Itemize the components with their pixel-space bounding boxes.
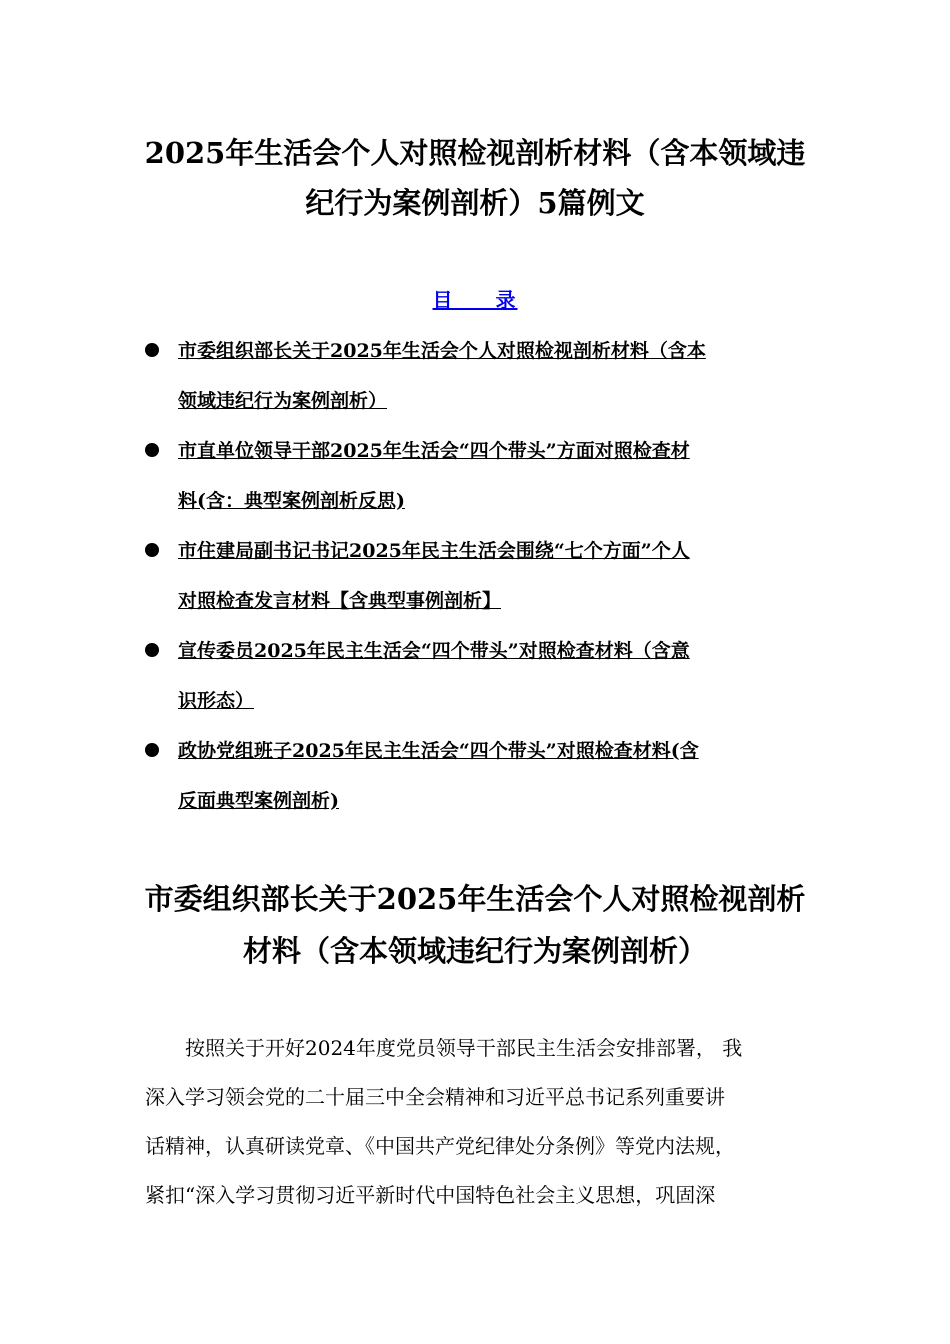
toc-link-line[interactable]: 市委组织部长关于2025年生活会个人对照检视剖析材料（含本	[178, 340, 706, 362]
toc-heading-label[interactable]: 目 录	[432, 288, 518, 312]
toc-link[interactable]	[178, 326, 818, 426]
toc-item[interactable]	[145, 326, 815, 426]
bullet-icon	[145, 543, 159, 557]
body-line: 深入学习领会党的二十届三中全会精神和习近平总书记系列重要讲	[145, 1085, 725, 1109]
toc-list	[145, 326, 815, 826]
document-title-line: 2025年生活会个人对照检视剖析材料（含本领域违	[144, 136, 806, 170]
toc-item[interactable]	[145, 726, 815, 826]
section-title	[100, 873, 850, 977]
body-paragraph	[145, 1024, 835, 1220]
document-title-line: 纪行为案例剖析）5篇例文	[305, 186, 645, 220]
toc-link-line[interactable]: 政协党组班子2025年民主生活会“四个带头”对照检查材料(含	[178, 740, 699, 762]
toc-item[interactable]	[145, 526, 815, 626]
section-title-line: 市委组织部长关于2025年生活会个人对照检视剖析	[144, 882, 806, 916]
bullet-icon	[145, 743, 159, 757]
bullet-icon	[145, 643, 159, 657]
section-title-line: 材料（含本领域违纪行为案例剖析）	[242, 934, 707, 968]
toc-link-line[interactable]: 反面典型案例剖析)	[178, 790, 339, 812]
toc-link-line[interactable]: 识形态）	[178, 690, 255, 712]
toc-link-line[interactable]: 市住建局副书记书记2025年民主生活会围绕“七个方面”个人	[178, 540, 690, 562]
toc-link-line[interactable]: 对照检查发言材料【含典型事例剖析】	[178, 590, 502, 612]
toc-link[interactable]	[178, 526, 818, 626]
document-title	[100, 128, 850, 228]
toc-link[interactable]	[178, 426, 818, 526]
body-line: 话精神，认真研读党章、《中国共产党纪律处分条例》等党内法规，	[145, 1134, 735, 1158]
bullet-icon	[145, 343, 159, 357]
body-line: 紧扣“深入学习贯彻习近平新时代中国特色社会主义思想，巩固深	[145, 1183, 716, 1207]
toc-item[interactable]	[145, 426, 815, 526]
toc-link-line[interactable]: 料(含：典型案例剖析反思)	[178, 490, 405, 512]
toc-link-line[interactable]: 领域违纪行为案例剖析）	[178, 390, 388, 412]
toc-heading[interactable]	[0, 284, 950, 316]
toc-link-line[interactable]: 市直单位领导干部2025年生活会“四个带头”方面对照检查材	[178, 440, 690, 462]
toc-link[interactable]	[178, 626, 818, 726]
bullet-icon	[145, 443, 159, 457]
toc-link-line[interactable]: 宣传委员2025年民主生活会“四个带头”对照检查材料（含意	[178, 640, 690, 662]
body-line: 按照关于开好2024年度党员领导干部民主生活会安排部署， 我	[185, 1036, 743, 1060]
toc-link[interactable]	[178, 726, 818, 826]
toc-item[interactable]	[145, 626, 815, 726]
